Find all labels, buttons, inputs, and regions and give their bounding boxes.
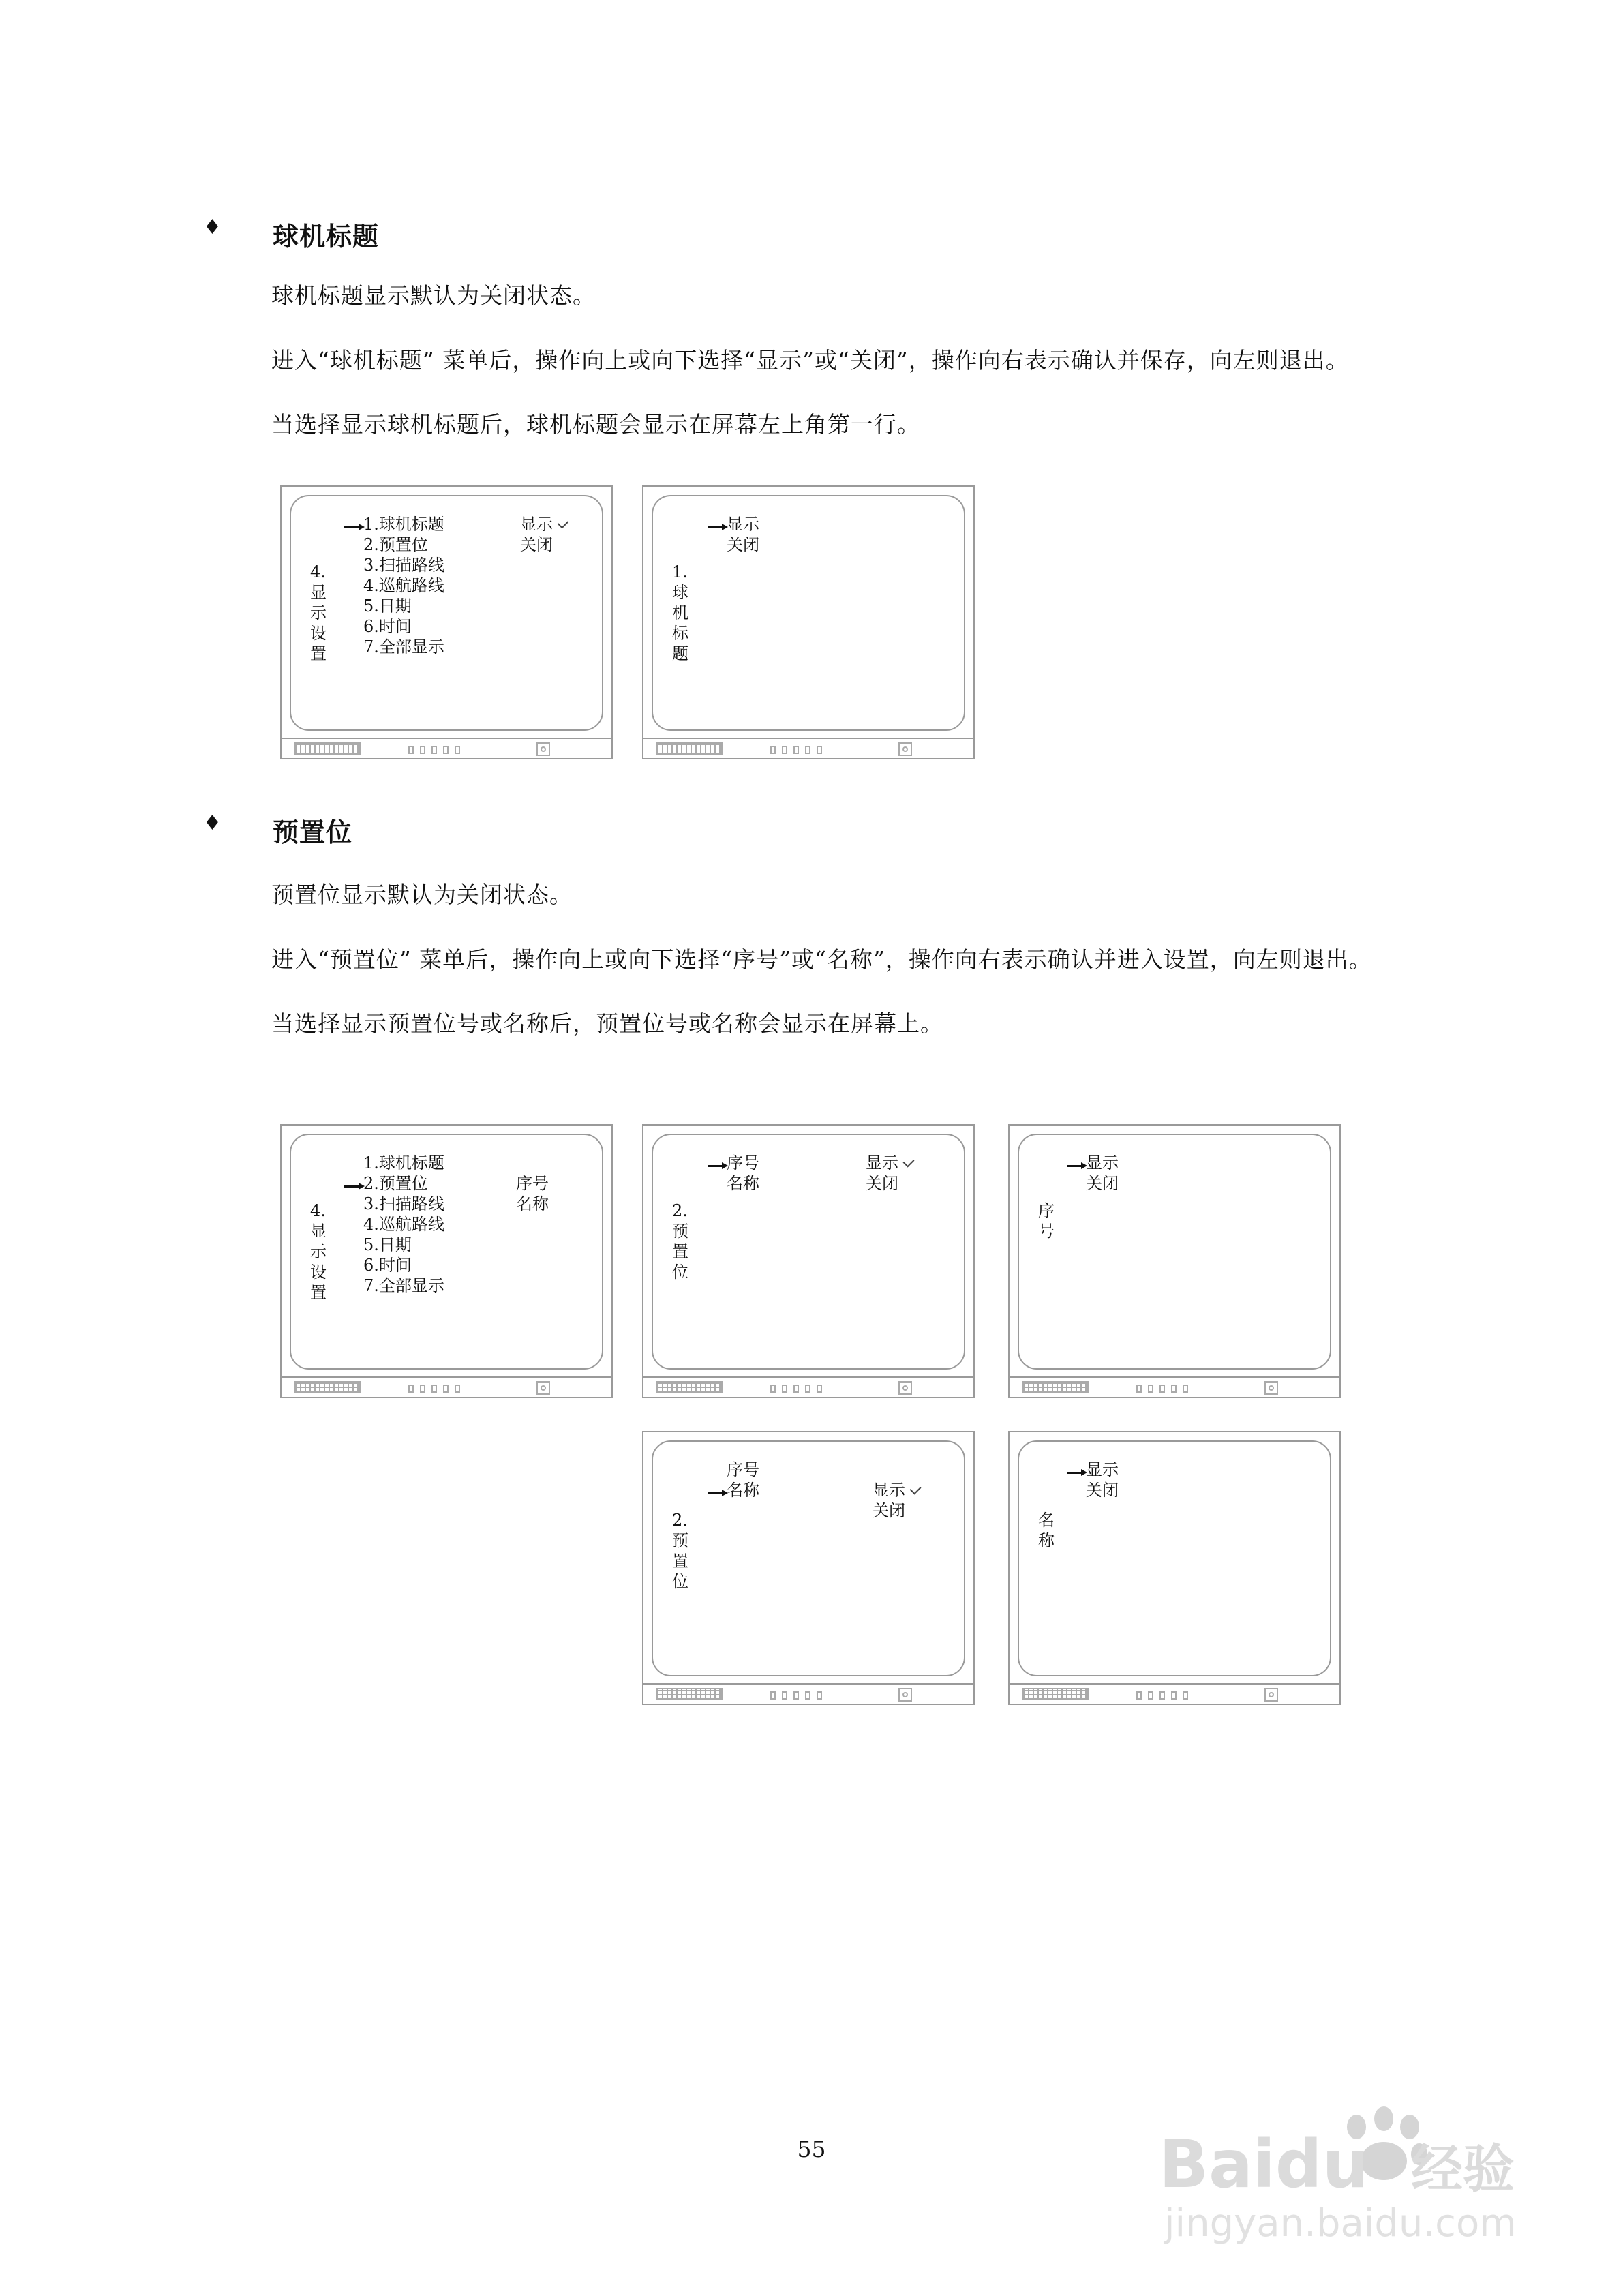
paragraph: 进入“预置位” 菜单后，操作向上或向下选择“序号”或“名称”，操作向右表示确认并进入设置，向左则退出。 — [271, 946, 1372, 973]
power-icon — [536, 742, 550, 756]
side-label: 设 — [310, 624, 327, 643]
side-label: 显 — [310, 1222, 327, 1241]
option: 关闭 — [1086, 1481, 1119, 1500]
option: 关闭 — [873, 1501, 905, 1520]
option: 关闭 — [520, 535, 553, 554]
menu-item: 5.日期 — [363, 1235, 412, 1254]
side-label: 标 — [672, 624, 688, 643]
side-label: 预 — [672, 1531, 688, 1550]
monitor-screen — [1008, 1124, 1341, 1398]
watermark-brand: Baidu — [1159, 2126, 1369, 2203]
side-label: 位 — [672, 1572, 688, 1591]
option: 序号 — [516, 1174, 549, 1193]
paragraph: 当选择显示预置位号或名称后，预置位号或名称会显示在屏幕上。 — [271, 1010, 943, 1037]
monitor-panel — [1010, 1683, 1339, 1704]
side-label: 置 — [310, 1283, 327, 1302]
speaker-grille-icon — [1022, 1381, 1089, 1393]
side-label: 显 — [310, 583, 327, 602]
monitor-panel — [643, 738, 973, 758]
side-label: 4. — [310, 562, 326, 581]
side-label: 机 — [672, 603, 688, 622]
menu-item: 2.预置位 — [363, 1174, 428, 1193]
option: 显示 — [866, 1153, 898, 1173]
panel-buttons-icon — [1136, 1383, 1194, 1395]
menu-item: 4.巡航路线 — [363, 576, 444, 595]
side-label: 球 — [672, 583, 688, 602]
check-icon — [558, 517, 569, 529]
option: 显示 — [1086, 1460, 1119, 1479]
option: 名称 — [516, 1194, 549, 1213]
panel-buttons-icon — [1136, 1689, 1194, 1702]
monitor-screen — [280, 1124, 613, 1398]
screen-display — [1018, 1134, 1331, 1370]
menu-item: 序号 — [727, 1460, 759, 1479]
monitor-screen — [642, 1431, 975, 1705]
option: 关闭 — [866, 1174, 898, 1193]
panel-buttons-icon — [770, 1689, 828, 1702]
bullet-icon: ♦ — [203, 215, 222, 239]
side-label: 示 — [310, 603, 327, 622]
power-icon — [1264, 1688, 1278, 1702]
watermark-url: jingyan.baidu.com — [1164, 2201, 1517, 2246]
menu-item: 6.时间 — [363, 1256, 412, 1275]
screen-display — [290, 1134, 603, 1370]
menu-item: 2.预置位 — [363, 535, 428, 554]
power-icon — [1264, 1381, 1278, 1395]
panel-buttons-icon — [770, 744, 828, 757]
arrow-right-icon — [344, 1185, 361, 1188]
monitor-panel — [1010, 1376, 1339, 1397]
baidu-jingyan-watermark — [1152, 2100, 1534, 2250]
monitor-screen — [642, 485, 975, 759]
menu-item: 4.巡航路线 — [363, 1215, 444, 1234]
option: 显示 — [520, 515, 553, 534]
paragraph: 预置位显示默认为关闭状态。 — [271, 881, 573, 908]
menu-item: 名称 — [727, 1481, 759, 1500]
power-icon — [898, 742, 912, 756]
menu-item: 5.日期 — [363, 596, 412, 616]
check-icon — [910, 1483, 922, 1495]
power-icon — [898, 1688, 912, 1702]
side-label: 位 — [672, 1263, 688, 1282]
check-icon — [903, 1156, 915, 1168]
panel-buttons-icon — [770, 1383, 828, 1395]
monitor-panel — [282, 738, 611, 758]
side-label: 名 — [1038, 1511, 1055, 1530]
menu-item: 1.球机标题 — [363, 515, 444, 534]
power-icon — [898, 1381, 912, 1395]
speaker-grille-icon — [294, 1381, 361, 1393]
side-label: 置 — [310, 644, 327, 663]
menu-item: 3.扫描路线 — [363, 556, 444, 575]
arrow-right-icon — [1067, 1165, 1083, 1167]
side-label: 2. — [672, 1201, 688, 1220]
side-label: 1. — [672, 562, 688, 581]
side-label: 序 — [1038, 1201, 1055, 1220]
speaker-grille-icon — [294, 742, 361, 755]
paragraph: 球机标题显示默认为关闭状态。 — [271, 282, 596, 309]
screen-display — [652, 495, 965, 731]
side-label: 4. — [310, 1201, 326, 1220]
panel-buttons-icon — [408, 744, 466, 757]
side-label: 称 — [1038, 1531, 1055, 1550]
arrow-right-icon — [708, 526, 724, 528]
power-icon — [536, 1381, 550, 1395]
speaker-grille-icon — [656, 742, 723, 755]
side-label: 设 — [310, 1263, 327, 1282]
side-label: 预 — [672, 1222, 688, 1241]
option: 显示 — [1086, 1153, 1119, 1173]
screen-display — [652, 1440, 965, 1676]
speaker-grille-icon — [1022, 1688, 1089, 1700]
arrow-right-icon — [344, 526, 361, 528]
menu-item: 6.时间 — [363, 617, 412, 636]
paragraph: 当选择显示球机标题后，球机标题会显示在屏幕左上角第一行。 — [271, 411, 920, 438]
menu-item: 名称 — [727, 1174, 759, 1193]
side-label: 2. — [672, 1511, 688, 1530]
paragraph: 进入“球机标题” 菜单后，操作向上或向下选择“显示”或“关闭”，操作向右表示确认并保存，向左则退出。 — [271, 347, 1349, 374]
side-label: 号 — [1038, 1222, 1055, 1241]
screen-display — [1018, 1440, 1331, 1676]
screen-display — [290, 495, 603, 731]
side-label: 置 — [672, 1552, 688, 1571]
monitor-panel — [643, 1683, 973, 1704]
option: 显示 — [873, 1481, 905, 1500]
page-number: 55 — [797, 2136, 826, 2162]
monitor-screen — [1008, 1431, 1341, 1705]
option: 关闭 — [727, 535, 759, 554]
watermark-cn: 经验 — [1411, 2139, 1515, 2199]
screen-display — [652, 1134, 965, 1370]
monitor-panel — [643, 1376, 973, 1397]
speaker-grille-icon — [656, 1688, 723, 1700]
arrow-right-icon — [708, 1165, 724, 1167]
arrow-right-icon — [1067, 1472, 1083, 1474]
side-label: 题 — [672, 644, 688, 663]
speaker-grille-icon — [656, 1381, 723, 1393]
option: 显示 — [727, 515, 759, 534]
option: 关闭 — [1086, 1174, 1119, 1193]
monitor-screen — [280, 485, 613, 759]
menu-item: 序号 — [727, 1153, 759, 1173]
menu-item: 1.球机标题 — [363, 1153, 444, 1173]
monitor-panel — [282, 1376, 611, 1397]
panel-buttons-icon — [408, 1383, 466, 1395]
monitor-screen — [642, 1124, 975, 1398]
menu-item: 7.全部显示 — [363, 637, 444, 656]
side-label: 置 — [672, 1242, 688, 1261]
menu-item: 7.全部显示 — [363, 1276, 444, 1295]
side-label: 示 — [310, 1242, 327, 1261]
menu-item: 3.扫描路线 — [363, 1194, 444, 1213]
arrow-right-icon — [708, 1492, 724, 1494]
bullet-icon: ♦ — [203, 811, 222, 835]
